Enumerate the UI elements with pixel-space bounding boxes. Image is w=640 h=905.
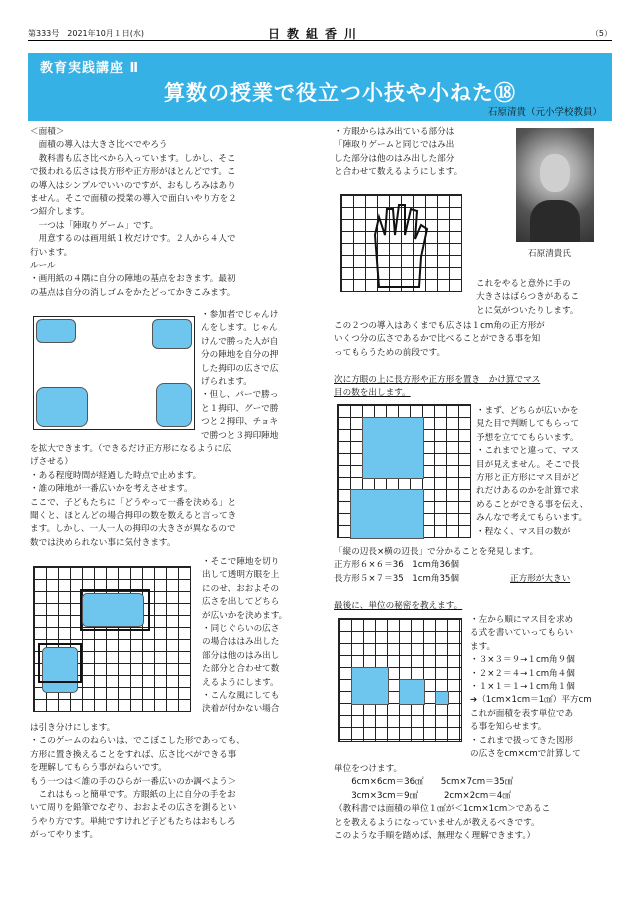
text-line: 見た目で判断してもらって bbox=[476, 419, 580, 430]
text-line: とに気がついたりします。 bbox=[476, 305, 579, 316]
text-line: の導入はシンプルでいいのですが、おもしろみはあり bbox=[30, 180, 236, 191]
text-line: にのせ、おおよその bbox=[202, 583, 280, 594]
text-line: 用意するのは画用紙１枚だけです。２人から４人で bbox=[30, 234, 236, 245]
heading-unit-secret: 最後に、単位の秘密を教えます。 bbox=[334, 601, 463, 611]
text-line: ・まず、どちらが広いかを bbox=[476, 406, 579, 416]
text-line: ・このゲームのねらいは、でこぼこした形であっても、 bbox=[30, 736, 245, 747]
hand-outline-icon bbox=[341, 195, 461, 291]
text-line: 分の陣地を自分の押 bbox=[201, 350, 279, 361]
text-line: 単位をつけます。 bbox=[334, 764, 403, 774]
text-line: ・ある程度時間が経過した時点で止めます。 bbox=[30, 470, 202, 481]
left-method bbox=[202, 556, 287, 717]
photo-face bbox=[540, 154, 570, 192]
square-larger-note: 正方形が大きい bbox=[510, 574, 571, 584]
graph-paper-territories bbox=[33, 566, 191, 712]
text-line: 数では決められない事に気付きます。 bbox=[30, 537, 176, 548]
graph-paper-units bbox=[338, 618, 462, 742]
text-line: 目の数を出します。 bbox=[334, 388, 411, 399]
text-line: げさせる） bbox=[30, 457, 73, 468]
text-line: 広さを出してどちら bbox=[202, 597, 280, 608]
text-line: 一つは「陣取りゲーム」です。 bbox=[30, 220, 159, 231]
text-line: の場合ははみ出した bbox=[202, 637, 280, 648]
text-line: ・これまでと違って、マス bbox=[476, 446, 579, 457]
text-line: ・そこで陣地を切り bbox=[202, 557, 280, 567]
territory-top-right bbox=[152, 319, 192, 349]
title-banner bbox=[28, 53, 612, 121]
territory-outline-b bbox=[38, 643, 82, 683]
text-line: がってやります。 bbox=[30, 830, 99, 841]
left-rules bbox=[201, 309, 278, 443]
territory-top-left bbox=[36, 319, 76, 343]
text-line: の基点は自分の消しゴムをかたどってかきこみます。 bbox=[30, 287, 236, 298]
text-line: つと２拇印、チョキ bbox=[201, 417, 279, 428]
text-line: ません。そこで面積の授業の導入で面白いやり方を２ bbox=[30, 194, 237, 205]
left-conclusion bbox=[30, 722, 245, 843]
text-line: 方形と正方形にマス目がど bbox=[476, 473, 580, 484]
text-line: 「陣取りゲームと同じではみ出 bbox=[334, 140, 455, 151]
text-line: は引き分けにします。 bbox=[30, 723, 116, 733]
text-line: ・こんな風にしても bbox=[202, 691, 280, 702]
text-line: ・左から順にマス目を求め bbox=[470, 615, 574, 625]
text-line: えるようにします。 bbox=[202, 677, 279, 688]
text-line: した部分は他のはみ出した部分 bbox=[334, 153, 455, 164]
text-line: ます。 bbox=[470, 641, 496, 652]
text-line: 決着が付かない場合 bbox=[202, 704, 280, 715]
photo-body bbox=[530, 200, 580, 242]
text-line: 教科書も広さ比べから入っています。しかし、そこ bbox=[30, 153, 236, 164]
right-rect-method bbox=[476, 405, 588, 539]
text-line: 長方形５×７＝35 1cm角35個 bbox=[334, 573, 459, 584]
text-line: げられます。 bbox=[201, 377, 252, 388]
series-title: 教育実践講座 Ⅱ bbox=[40, 61, 140, 76]
author-photo bbox=[516, 128, 594, 242]
square-2x2 bbox=[399, 679, 425, 705]
text-line: これが面積を表す単位であ bbox=[470, 708, 574, 719]
text-line: ・方眼からはみ出ている部分は bbox=[334, 127, 455, 137]
text-line: めることができる事を伝え、 bbox=[476, 499, 589, 510]
territory-bottom-left bbox=[36, 387, 88, 427]
text-line: つ紹介します。 bbox=[30, 207, 90, 218]
text-line: ・３×３＝９→１cm角９個 bbox=[470, 655, 575, 666]
text-line: この２つの導入はあくまでも広さは１cm角の正方形が bbox=[334, 321, 545, 331]
rectangle-5x7 bbox=[350, 489, 424, 539]
text-line: 予想を立ててもらいます。 bbox=[476, 432, 579, 443]
text-line: ってもらうための前段です。 bbox=[334, 347, 446, 358]
text-line: れだけあるのかを計算で求 bbox=[476, 486, 580, 497]
newspaper-header bbox=[28, 26, 612, 41]
text-line: いて周りを鉛筆でなぞり、おおよその広さを測るとい bbox=[30, 803, 237, 814]
square-6x6 bbox=[362, 417, 424, 479]
text-line: ・１×１＝１→１cm角１個 bbox=[470, 682, 575, 693]
text-line: これをやると意外に手の bbox=[476, 279, 571, 289]
text-line: 3cm×3cm＝9㎠ 2cm×2cm＝4㎠ bbox=[334, 790, 511, 801]
text-line: （教科書では面積の単位１㎠が＜1cm×1cm＞であるこ bbox=[334, 804, 551, 815]
text-line: いくつ分の広さであるかで比べることができる事を知 bbox=[334, 334, 541, 345]
text-line: 目が見えません。そこで長 bbox=[476, 459, 580, 470]
text-line: ルール bbox=[30, 261, 56, 272]
right-purpose bbox=[334, 320, 545, 360]
text-line: ・同じぐらいの広さ bbox=[202, 624, 280, 635]
text-line: ・これまで扱ってきた図形 bbox=[470, 735, 574, 746]
text-line: た部分と合わせて数 bbox=[202, 664, 280, 675]
text-line: が広いかを決めます。 bbox=[202, 610, 288, 621]
text-line: と合わせて数えるようにします。 bbox=[334, 167, 463, 178]
newspaper-name: 日教組香川 bbox=[268, 27, 364, 41]
issue-date: 第333号 2021年10月１日(水) bbox=[28, 29, 145, 38]
text-line: 部分は他のはみ出し bbox=[202, 650, 280, 661]
text-line: 次に方眼の上に長方形や正方形を置き かけ算でマス bbox=[334, 375, 541, 385]
text-line: このような手順を踏めば、無理なく理解できます。） bbox=[334, 831, 536, 842]
text-line: で扱われる広さは長方形や正方形がほとんどです。こ bbox=[30, 167, 236, 178]
territory-bottom-right bbox=[156, 383, 192, 427]
text-line: 聞くと、ほとんどの場合拇印の数を数えると言ってき bbox=[30, 511, 237, 522]
text-line: を拡大できます。（できるだけ正方形になるように広 bbox=[30, 444, 232, 454]
right-intro bbox=[334, 126, 462, 180]
text-line: ここで、子どもたちに「どうやって一番を決める」と bbox=[30, 497, 237, 508]
text-line: ・画用紙の４隅に自分の陣地の基点をおきます。最初 bbox=[30, 274, 236, 285]
text-line: で勝つと３拇印陣地 bbox=[201, 430, 279, 441]
text-line: これはもっと簡単です。方眼紙の上に自分の手をお bbox=[30, 790, 236, 801]
text-line: 行います。 bbox=[30, 247, 73, 258]
text-line: 6cm×6cm＝36㎠ 5cm×7cm＝35㎠ bbox=[334, 777, 514, 788]
text-line: 「縦の辺長×横の辺長」で分かることを発見します。 bbox=[334, 547, 539, 557]
text-line: うやり方です。単純ですけれど子どもたちはおもしろ bbox=[30, 816, 236, 827]
left-question bbox=[30, 443, 236, 550]
text-line: とを教えるようになっていませんが教えるべきです。 bbox=[334, 817, 540, 828]
text-line: ・程なく、マス目の数が bbox=[476, 526, 571, 537]
text-line: ・２×２＝４→１cm角４個 bbox=[470, 668, 575, 679]
square-1x1 bbox=[435, 691, 449, 705]
text-line: ・但し、パーで勝っ bbox=[201, 390, 279, 401]
text-line: 面積の導入は大きさ比べでやろう bbox=[30, 140, 168, 151]
right-formula bbox=[334, 546, 538, 586]
article-title: 算数の授業で役立つ小技や小ねた⑱ bbox=[164, 81, 516, 105]
text-line: ・誰の陣地が一番広いかを考えさせます。 bbox=[30, 484, 193, 495]
author-line: 石原清貴（元小学校教員） bbox=[487, 107, 602, 118]
text-line: けんで勝った人が自 bbox=[201, 336, 279, 347]
text-line: んをします。じゃん bbox=[201, 323, 278, 334]
territory-outline-a bbox=[80, 589, 150, 631]
text-line: ます。しかし、一人一人の拇印の大きさが異なるので bbox=[30, 524, 236, 535]
text-line: 方形に置き換えることをすれば、広さ比べができる事 bbox=[30, 749, 237, 760]
square-3x3 bbox=[351, 667, 389, 705]
text-line: 大きさはばらつきがあるこ bbox=[476, 292, 580, 303]
text-line: る事を知らせます。 bbox=[470, 722, 547, 733]
text-line: みんなで考えてもらいます。 bbox=[476, 513, 588, 524]
photo-caption: 石原清貴氏 bbox=[528, 249, 571, 259]
graph-paper-hand bbox=[340, 194, 462, 292]
graph-paper-rectangles bbox=[337, 404, 471, 538]
heading-multiplication bbox=[334, 374, 540, 401]
page-number: （5） bbox=[590, 29, 612, 38]
text-line: を理解してもらう事がねらいです。 bbox=[30, 763, 167, 774]
text-line: の広さをcm×cmで計算して bbox=[470, 749, 581, 760]
text-line: と１拇印、グーで勝 bbox=[201, 403, 279, 414]
text-line: ＜面積＞ bbox=[30, 127, 65, 137]
left-intro bbox=[30, 126, 237, 300]
text-line: もう一つは＜誰の手のひらが一番広いのか調べよう＞ bbox=[30, 776, 237, 787]
text-line: 正方形６×６＝36 1cm角36個 bbox=[334, 560, 459, 571]
text-line: る式を書いていってもらい bbox=[470, 628, 574, 639]
text-line: ・参加者でじゃんけ bbox=[201, 310, 279, 320]
text-line: した拇印の広さで広 bbox=[201, 363, 279, 374]
territory-figure bbox=[33, 316, 195, 430]
right-unit-steps bbox=[470, 614, 592, 761]
text-line: ➔（1cm×1cm＝1㎠）平方cm bbox=[470, 695, 592, 706]
right-hand-note bbox=[476, 278, 579, 318]
right-conclusion bbox=[334, 763, 550, 843]
text-line: 出して透明方眼を上 bbox=[202, 570, 280, 581]
